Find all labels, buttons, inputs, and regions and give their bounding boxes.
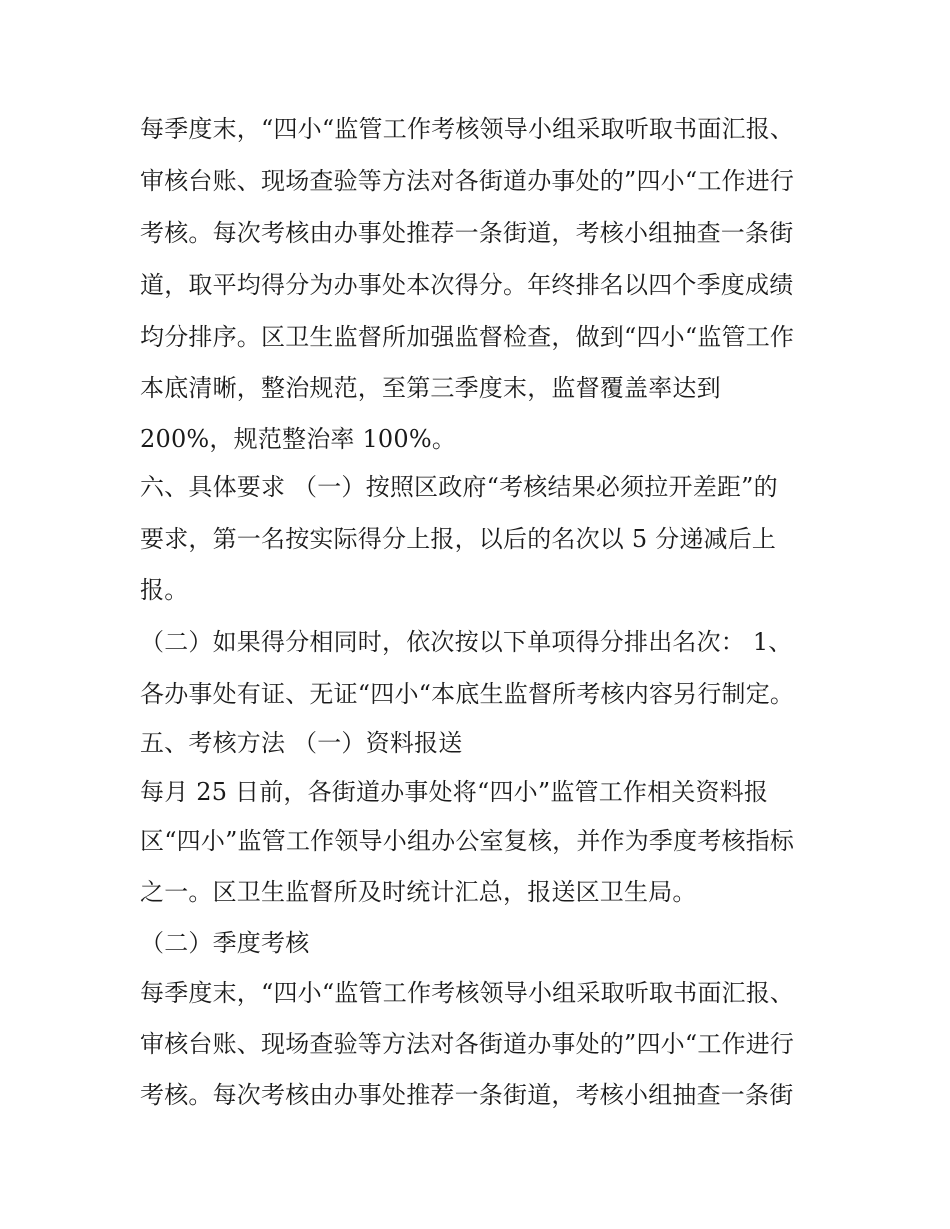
text-line: 审核台账、现场查验等方法对各街道办事处的”四小“工作进行 [140, 1030, 795, 1058]
text-line: 每月 25 日前，各街道办事处将“四小”监管工作相关资料报 [140, 778, 769, 806]
text-line: 区“四小”监管工作领导小组办公室复核，并作为季度考核指标 [140, 827, 795, 855]
text-line: （二）季度考核 [140, 929, 310, 957]
text-line: 六、具体要求 （一）按照区政府“考核结果必须拉开差距”的 [140, 473, 778, 501]
text-line: 报。 [140, 576, 189, 604]
text-line: 之一。区卫生监督所及时统计汇总，报送区卫生局。 [140, 878, 697, 906]
text-line: 要求，第一名按实际得分上报，以后的名次以 5 分递减后上 [140, 525, 777, 553]
text-line: 每季度末，“四小“监管工作考核领导小组采取听取书面汇报、 [140, 979, 795, 1007]
text-line: 各办事处有证、无证“四小“本底生监督所考核内容另行制定。 [140, 680, 795, 708]
text-line: 道，取平均得分为办事处本次得分。年终排名以四个季度成绩 [140, 271, 794, 299]
text-line: 五、考核方法 （一）资料报送 [140, 729, 463, 757]
text-line: 本底清晰，整治规范，至第三季度末，监督覆盖率达到 [140, 374, 721, 402]
text-line: 考核。每次考核由办事处推荐一条街道，考核小组抽查一条街 [140, 1081, 794, 1109]
text-line: 每季度末，“四小“监管工作考核领导小组采取听取书面汇报、 [140, 115, 795, 143]
text-line: 200%，规范整治率 100%。 [140, 425, 457, 453]
text-line: 审核台账、现场查验等方法对各街道办事处的”四小“工作进行 [140, 167, 795, 195]
text-line: 考核。每次考核由办事处推荐一条街道，考核小组抽查一条街 [140, 219, 794, 247]
text-line: （二）如果得分相同时，依次按以下单项得分排出名次： 1、 [140, 628, 793, 656]
text-line: 均分排序。区卫生监督所加强监督检查，做到“四小“监管工作 [140, 323, 795, 351]
